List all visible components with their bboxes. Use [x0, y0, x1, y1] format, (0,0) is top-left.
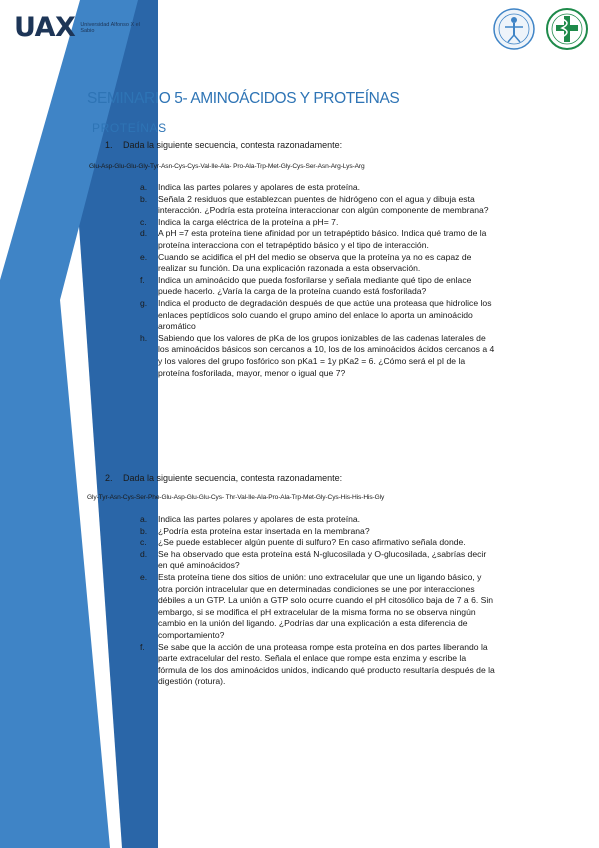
list-item: d. A pH =7 esta proteína tiene afinidad por un tetrapéptido básico. Indica qué tramo de la proteína interacciona con el tetrapéptido básico y el tipo de interacción.: [140, 228, 487, 250]
list-item: e. Esta proteína tiene dos sitios de unión: uno extracelular que une un ligando básico, y otra porción intracelular que en determinadas condiciones se une por interacciones débiles a un GTP. La unión a GTP solo ocurre cuando el pH citosólico baja de 7 a 6. Sin embargo, si se modifica el pH extracelular de la misma forma no se observa ningún cambio en la unión del ligando. ¿Podrías dar una explicación a esta diferencia de comportamiento?: [140, 571, 494, 640]
question-1-sequence: Glu-Asp-Glu-Glu-Gly-Tyr-Asn-Cys-Cys-Val-Ile-Ala- Pro-Ala-Trp-Met-Gly-Cys-Ser-Asn-Arg-Lys-Arg: [89, 163, 365, 170]
pharmacy-seal-icon: [545, 7, 589, 51]
list-item: d. Se ha observado que esta proteína está N-glucosilada y O-glucosilada, ¿sabrías decir en qué aminoácidos?: [140, 548, 487, 571]
list-item: c. Indica la carga eléctrica de la proteína a pH= 7.: [140, 216, 339, 227]
question-1-items: [140, 182, 495, 379]
list-item: c. ¿Se puede establecer algún puente di sulfuro? En caso afirmativo señala donde.: [140, 537, 466, 548]
list-item: a. Indica las partes polares y apolares de esta proteína.: [140, 514, 361, 524]
list-item: f. Se sabe que la acción de una proteasa rompe esta proteína en dos partes liberando la parte extracelular del resto. Señala el enlace que rompe esta enzima y escribe la fórmula de los dos aminoácidos unidos, indicando qué producto resultaría después de la digestión (rotura).: [140, 641, 495, 687]
question-1-prompt: [105, 140, 342, 150]
list-item: f. Indica un aminoácido que pueda fosforilarse y señala mediante qué tipo de enlace puede hacerlo. ¿Varía la carga de la proteína cuando está fosforilada?: [140, 274, 472, 297]
list-item: b. ¿Podría esta proteína estar insertada en la membrana?: [140, 525, 370, 536]
list-item: a. Indica las partes polares y apolares de esta proteína.: [140, 182, 361, 192]
question-2-items: [140, 514, 495, 688]
list-item: e. Cuando se acidifica el pH del medio se observa que la proteína ya no es capaz de realizar su función. Da una explicación razonada a esta observación.: [140, 251, 472, 274]
list-item: b. Señala 2 residuos que establezcan puentes de hidrógeno con el agua y dibuja esta interacción. ¿Podría esta proteína interaccionar con algún componente de membrana?: [140, 193, 489, 216]
list-item: h. Sabiendo que los valores de pKa de los grupos ionizables de las cadenas laterales de los aminoácidos básicos son cercanos a 10, los de los aminoácidos ácidos cercanos a 4 y los valores del grupo fosfórico son pKa1 = 1y pKa2 = 6. ¿Cómo será el pI de la proteína fosforilada, mayor, menor o igual que 7?: [140, 332, 495, 378]
question-number: 1.: [105, 140, 113, 150]
logo-subtext: Universidad Alfonso X el Sabio: [80, 21, 140, 34]
section-heading: PROTEÍNAS: [92, 121, 167, 135]
question-number: 2.: [105, 473, 113, 483]
list-item: g. Indica el producto de degradación después de que actúe una proteasa que hidrolice los enlaces peptídicos solo cuando el grupo amino del enlace lo aporta un aminoácido aromático: [140, 297, 492, 332]
question-2-prompt: [105, 473, 342, 483]
logo-wordmark: UAX: [14, 12, 76, 43]
question-text: Dada la siguiente secuencia, contesta razonadamente:: [123, 140, 343, 150]
page-title: SEMINARIO 5- AMINOÁCIDOS Y PROTEÍNAS: [87, 90, 400, 107]
question-text: Dada la siguiente secuencia, contesta razonadamente:: [123, 473, 343, 483]
uax-logo: [14, 14, 140, 42]
question-2-sequence: Gly-Tyr-Asn-Cys-Ser-Phe-Glu-Asp-Glu-Glu-Cys- Thr-Val-Ile-Ala-Pro-Ala-Trp-Met-Gly-Cys-His-His-His-Gly: [87, 494, 385, 501]
anatomy-seal-icon: [492, 7, 536, 51]
